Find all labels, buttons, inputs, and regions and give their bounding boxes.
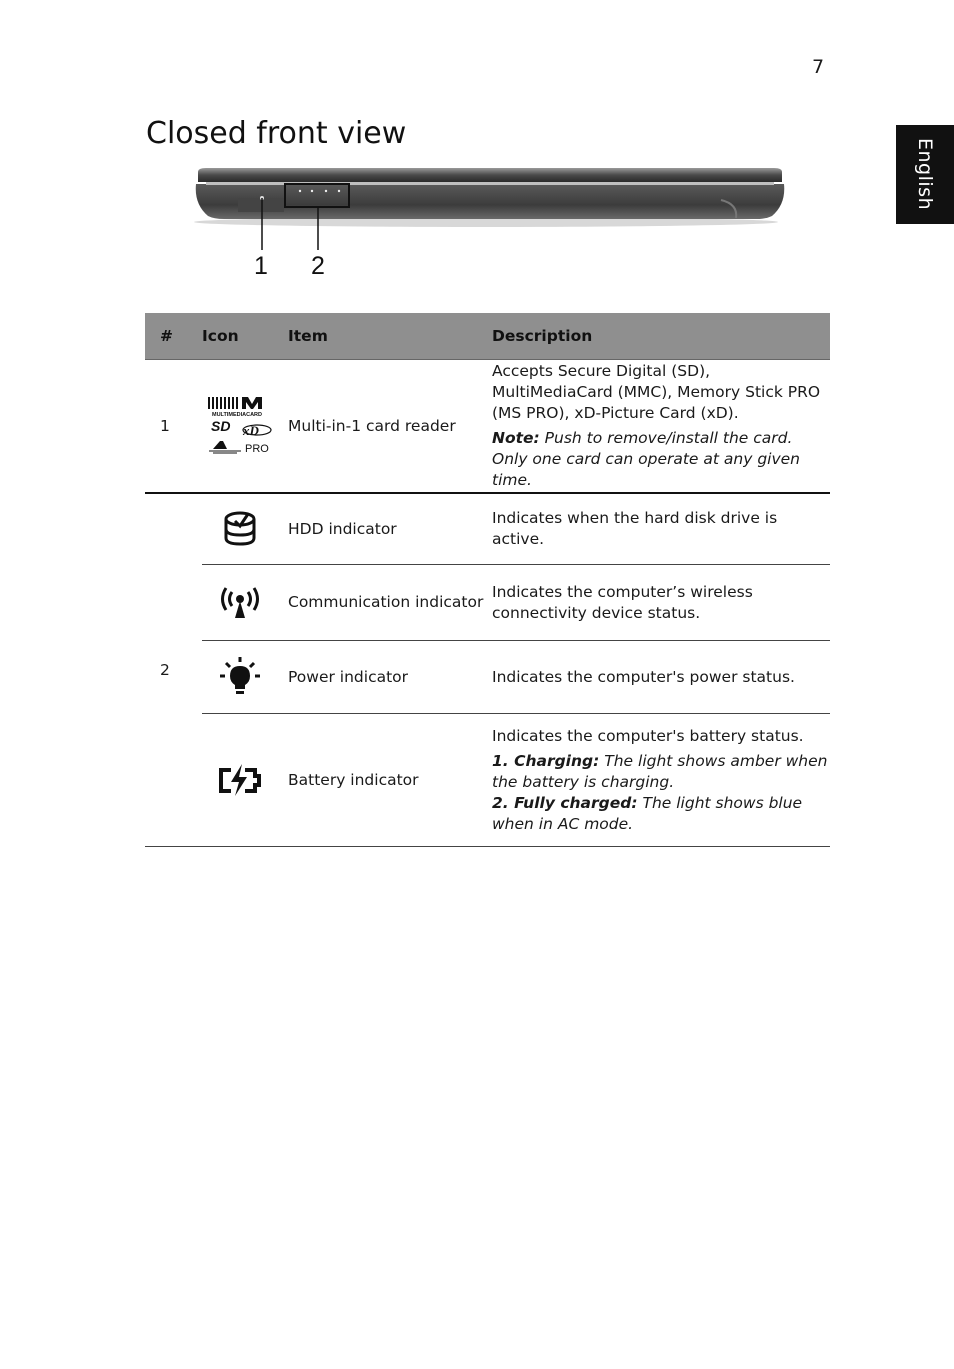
charged-note xyxy=(492,793,830,835)
laptop-front-illustration xyxy=(146,160,830,290)
battery-charging-icon xyxy=(202,763,278,797)
description-text: Indicates the computer's power status. xyxy=(492,667,795,686)
component-table xyxy=(145,313,830,847)
charging-note xyxy=(492,751,830,793)
row-number: 2 xyxy=(145,493,202,847)
pro-logo-label: PRO xyxy=(245,443,269,455)
indicator-led xyxy=(325,190,327,192)
indicator-led xyxy=(299,190,301,192)
row-item: Power indicator xyxy=(288,641,492,714)
note-body: Push to remove/install the card. Only one card can operate at any given time. xyxy=(492,429,801,489)
charging-body: The light shows amber when the battery is charging. xyxy=(492,751,828,791)
xd-logo-label: xD xyxy=(243,423,259,438)
row-number: 1 xyxy=(145,360,202,494)
row-item: Battery indicator xyxy=(288,714,492,847)
hdd-icon xyxy=(202,510,278,548)
description-text: Accepts Secure Digital (SD), MultiMediaCard (MMC), Memory Stick PRO (MS PRO), xD-Picture Card (xD). xyxy=(492,362,821,422)
note-label: Note: xyxy=(492,429,540,447)
table-row xyxy=(145,714,830,847)
row-description xyxy=(492,565,830,641)
header-icon: Icon xyxy=(202,313,288,360)
indicator-led xyxy=(311,190,313,192)
row-description xyxy=(492,493,830,565)
language-tab xyxy=(896,125,954,224)
header-item: Item xyxy=(288,313,492,360)
indicator-led xyxy=(338,190,340,192)
note-text xyxy=(492,428,830,491)
description-text: Indicates the computer’s wireless connectivity device status. xyxy=(492,582,753,622)
description-text: Indicates the computer's battery status. xyxy=(492,726,804,745)
header-num: # xyxy=(145,313,202,360)
page-number: 7 xyxy=(812,56,825,78)
charged-label: 2. Fully charged: xyxy=(492,793,638,812)
sd-logo-label: SD xyxy=(211,418,231,434)
callout-1: 1 xyxy=(254,252,268,280)
description-text: Indicates when the hard disk drive is active. xyxy=(492,509,778,548)
power-light-icon xyxy=(202,657,278,697)
table-header-row xyxy=(145,313,830,360)
row-item: HDD indicator xyxy=(288,493,492,565)
callout-2: 2 xyxy=(311,252,325,280)
row-description xyxy=(492,641,830,714)
table-row xyxy=(145,565,830,641)
header-description: Description xyxy=(492,313,830,360)
charging-label: 1. Charging: xyxy=(492,751,600,770)
table-row xyxy=(145,641,830,714)
page-title: Closed front view xyxy=(146,116,407,151)
row-description xyxy=(492,360,830,494)
table-row xyxy=(145,493,830,565)
mmc-logo-label: MULTIMEDIACARD xyxy=(211,412,263,418)
row-item: Communication indicator xyxy=(288,565,492,641)
card-slot xyxy=(238,198,284,212)
wireless-icon xyxy=(202,586,278,620)
laptop-lid xyxy=(198,168,782,182)
language-tab-label: English xyxy=(914,138,936,211)
row-description xyxy=(492,714,830,847)
charged-body: The light shows blue when in AC mode. xyxy=(492,793,803,833)
row-item: Multi-in-1 card reader xyxy=(288,360,492,494)
table-row xyxy=(145,360,830,494)
card-reader-logos-icon xyxy=(202,395,278,457)
